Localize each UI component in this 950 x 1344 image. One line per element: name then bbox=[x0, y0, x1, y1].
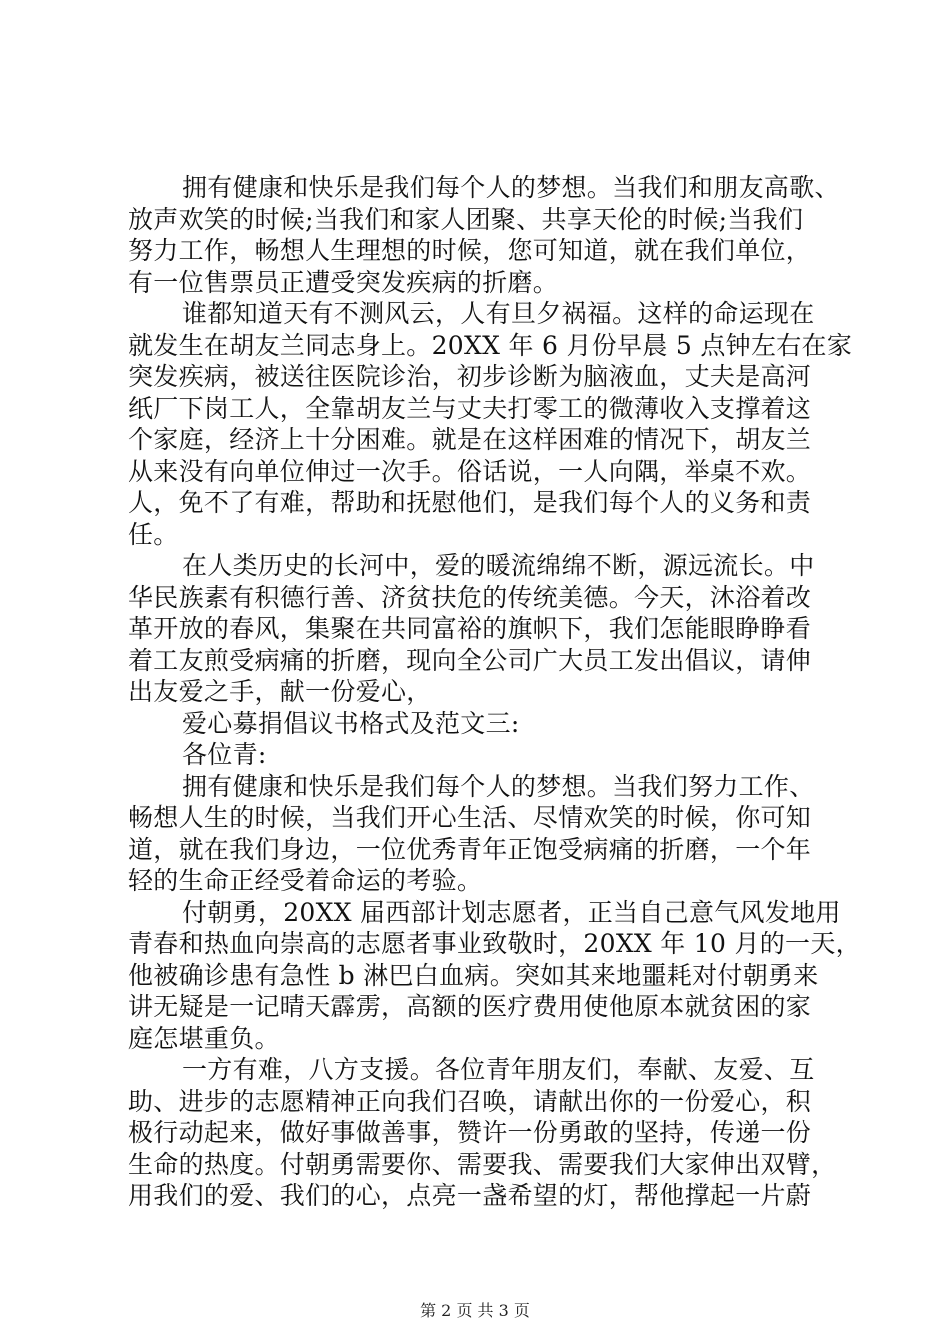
paragraph-3 bbox=[128, 550, 828, 708]
paragraph-2 bbox=[128, 298, 853, 550]
paragraph-line: 付朝勇，20XX 届西部计划志愿者，正当自己意气风发地用 bbox=[182, 897, 841, 927]
paragraph-line: 讲无疑是一记晴天霹雳，高额的医疗费用使他原本就贫困的家 bbox=[128, 992, 812, 1021]
paragraph-line: 放声欢笑的时候;当我们和家人团聚、共享天伦的时候;当我们 bbox=[128, 204, 804, 234]
paragraph-line: 用我们的爱、我们的心，点亮一盏希望的灯，帮他撑起一片蔚 bbox=[128, 1181, 812, 1210]
paragraph-line: 突发疾病，被送往医院诊治，初步诊断为脑液血，丈夫是高河 bbox=[128, 362, 812, 391]
paragraph-line: 青春和热血向崇高的志愿者事业致敬时，20XX 年 10 月的一天， bbox=[128, 929, 861, 958]
paragraph-line: 革开放的春风，集聚在共同富裕的旗帜下，我们怎能眼睁睁看 bbox=[128, 614, 812, 643]
paragraph-line: 努力工作，畅想人生理想的时候，您可知道，就在我们单位， bbox=[128, 236, 812, 265]
paragraph-line: 谁都知道天有不测风云，人有旦夕祸福。这样的命运现在 bbox=[182, 299, 815, 328]
paragraph-line: 从来没有向单位伸过一次手。俗话说，一人向隅，举桌不欢。 bbox=[128, 456, 812, 486]
paragraph-line: 极行动起来，做好事做善事，赞许一份勇敢的坚持，传递一份 bbox=[128, 1118, 812, 1147]
page-number: 第 2 页 共 3 页 bbox=[420, 1301, 530, 1320]
paragraph-line: 拥有健康和快乐是我们每个人的梦想。当我们和朋友高歌、 bbox=[182, 173, 840, 202]
paragraph-line: 个家庭，经济上十分困难。就是在这样困难的情况下，胡友兰 bbox=[128, 425, 812, 454]
salutation-text: 各位青: bbox=[182, 740, 267, 769]
paragraph-line: 纸厂下岗工人，全靠胡友兰与丈夫打零工的微薄收入支撑着这 bbox=[128, 393, 812, 423]
section-heading bbox=[128, 708, 828, 740]
paragraph-line: 道，就在我们身边，一位优秀青年正饱受病痛的折磨，一个年 bbox=[128, 834, 812, 864]
paragraph-line: 畅想人生的时候，当我们开心生活、尽情欢笑的时候，你可知 bbox=[128, 803, 812, 832]
paragraph-line: 他被确诊患有急性 b 淋巴白血病。突如其来地噩耗对付朝勇来 bbox=[128, 960, 819, 990]
paragraph-line: 庭怎堪重负。 bbox=[128, 1023, 280, 1053]
paragraph-6 bbox=[128, 1054, 837, 1212]
paragraph-line: 在人类历史的长河中，爱的暖流绵绵不断，源远流长。中 bbox=[182, 551, 815, 580]
paragraph-line: 就发生在胡友兰同志身上。20XX 年 6 月份早晨 5 点钟左右在家 bbox=[128, 330, 853, 360]
paragraph-line: 一方有难，八方支援。各位青年朋友们，奉献、友爱、互 bbox=[182, 1055, 815, 1084]
paragraph-line: 拥有健康和快乐是我们每个人的梦想。当我们努力工作、 bbox=[182, 771, 815, 801]
paragraph-1 bbox=[128, 172, 840, 298]
page-footer bbox=[0, 1298, 950, 1321]
paragraph-line: 生命的热度。付朝勇需要你、需要我、需要我们大家伸出双臂， bbox=[128, 1149, 837, 1179]
paragraph-line: 助、进步的志愿精神正向我们召唤，请献出你的一份爱心，积 bbox=[128, 1086, 812, 1116]
paragraph-4 bbox=[128, 771, 828, 897]
paragraph-line: 华民族素有积德行善、济贫扶危的传统美德。今天，沐浴着改 bbox=[128, 582, 812, 612]
paragraph-5 bbox=[128, 897, 861, 1055]
paragraph-line: 任。 bbox=[128, 519, 179, 549]
paragraph-line: 出友爱之手，献一份爱心， bbox=[128, 677, 432, 706]
paragraph-line: 人，免不了有难，帮助和抚慰他们，是我们每个人的义务和责 bbox=[128, 488, 812, 517]
section-heading-text: 爱心募捐倡议书格式及范文三: bbox=[182, 708, 520, 738]
paragraph-line: 着工友煎受病痛的折磨，现向全公司广大员工发出倡议，请伸 bbox=[128, 645, 812, 675]
document-body bbox=[128, 172, 861, 1212]
paragraph-line: 有一位售票员正遭受突发疾病的折磨。 bbox=[128, 267, 559, 297]
paragraph-line: 轻的生命正经受着命运的考验。 bbox=[128, 866, 483, 895]
salutation bbox=[128, 739, 828, 771]
